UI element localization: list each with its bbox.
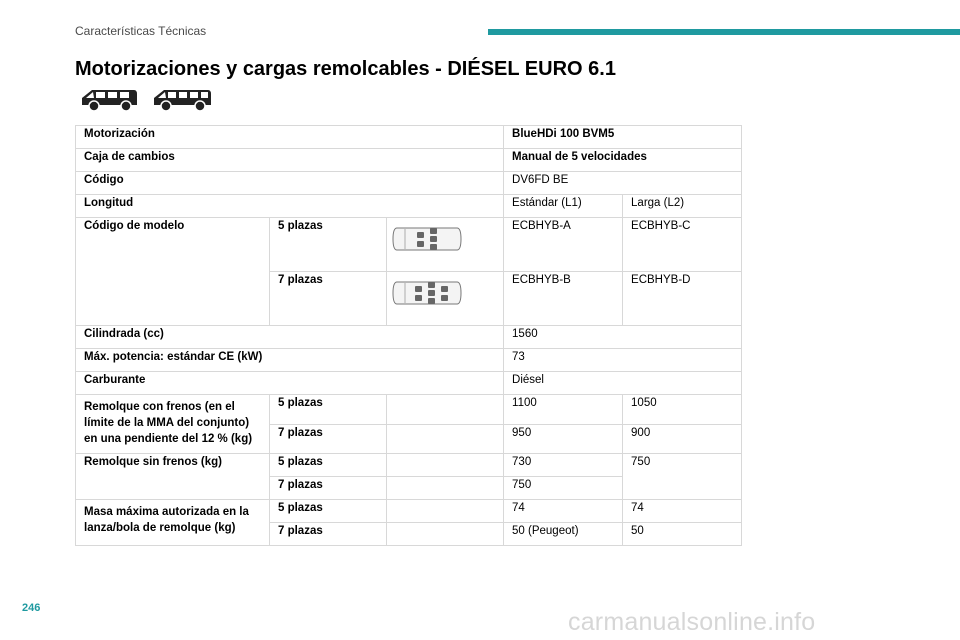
table-row bbox=[76, 195, 742, 218]
modelo-7-l1: ECBHYB-B bbox=[504, 272, 623, 326]
remolque-frenos-7-l1: 950 bbox=[504, 424, 623, 454]
potencia-label: Máx. potencia: estándar CE (kW) bbox=[76, 349, 504, 372]
van-l1-icon bbox=[80, 86, 138, 112]
remolque-frenos-5-l1: 1100 bbox=[504, 395, 623, 425]
caja-value: Manual de 5 velocidades bbox=[504, 149, 742, 172]
motorizacion-label: Motorización bbox=[76, 126, 504, 149]
longitud-l1: Estándar (L1) bbox=[504, 195, 623, 218]
remolque-sin-5-label: 5 plazas bbox=[270, 454, 387, 477]
header-accent-bar bbox=[488, 29, 960, 35]
codigo-label: Código bbox=[76, 172, 504, 195]
caja-label: Caja de cambios bbox=[76, 149, 504, 172]
remolque-frenos-label: Remolque con frenos (en el límite de la MMA del conjunto) en una pendiente del 12 % (kg) bbox=[76, 395, 270, 454]
van-icons bbox=[80, 86, 212, 112]
seat-layout-7-icon bbox=[391, 301, 463, 313]
table-row bbox=[76, 500, 742, 523]
remolque-sin-7-label: 7 plazas bbox=[270, 477, 387, 500]
longitud-label: Longitud bbox=[76, 195, 504, 218]
table-row bbox=[76, 349, 742, 372]
carburante-value: Diésel bbox=[504, 372, 742, 395]
table-row bbox=[76, 454, 742, 477]
carburante-label: Carburante bbox=[76, 372, 504, 395]
seat-layout-5-cell bbox=[387, 218, 504, 272]
masa-7-label: 7 plazas bbox=[270, 523, 387, 546]
van-l2-icon bbox=[152, 86, 212, 112]
modelo-5-l1: ECBHYB-A bbox=[504, 218, 623, 272]
page-number: 246 bbox=[22, 602, 41, 614]
masa-5-label: 5 plazas bbox=[270, 500, 387, 523]
remolque-frenos-5-l2: 1050 bbox=[623, 395, 742, 425]
cilindrada-value: 1560 bbox=[504, 326, 742, 349]
longitud-l2: Larga (L2) bbox=[623, 195, 742, 218]
table-row bbox=[76, 149, 742, 172]
table-row bbox=[76, 172, 742, 195]
modelo-7-label: 7 plazas bbox=[270, 272, 387, 326]
remolque-sin-7-l1: 750 bbox=[504, 477, 623, 500]
remolque-frenos-7-l2: 900 bbox=[623, 424, 742, 454]
masa-7-l2: 50 bbox=[623, 523, 742, 546]
remolque-sin-5-l1: 730 bbox=[504, 454, 623, 477]
seat-layout-5-icon bbox=[391, 247, 463, 259]
masa-5-l1: 74 bbox=[504, 500, 623, 523]
running-head: Características Técnicas bbox=[75, 24, 207, 38]
remolque-frenos-7-label: 7 plazas bbox=[270, 424, 387, 454]
table-row bbox=[76, 126, 742, 149]
masa-label: Masa máxima autorizada en la lanza/bola de remolque (kg) bbox=[76, 500, 270, 546]
modelo-5-label: 5 plazas bbox=[270, 218, 387, 272]
remolque-sin-label: Remolque sin frenos (kg) bbox=[76, 454, 270, 500]
seat-layout-7-cell bbox=[387, 272, 504, 326]
page-title: Motorizaciones y cargas remolcables - DIÉSEL EURO 6.1 bbox=[75, 58, 616, 80]
modelo-5-l2: ECBHYB-C bbox=[623, 218, 742, 272]
motorizacion-value: BlueHDi 100 BVM5 bbox=[504, 126, 742, 149]
watermark: carmanualsonline.info bbox=[568, 608, 816, 636]
modelo-7-l2: ECBHYB-D bbox=[623, 272, 742, 326]
masa-7-l1: 50 (Peugeot) bbox=[504, 523, 623, 546]
remolque-frenos-5-label: 5 plazas bbox=[270, 395, 387, 425]
table-row bbox=[76, 395, 742, 425]
masa-5-l2: 74 bbox=[623, 500, 742, 523]
modelo-label: Código de modelo bbox=[76, 218, 270, 326]
remolque-sin-l2: 750 bbox=[623, 454, 742, 500]
table-row bbox=[76, 326, 742, 349]
potencia-value: 73 bbox=[504, 349, 742, 372]
codigo-value: DV6FD BE bbox=[504, 172, 742, 195]
table-row bbox=[76, 372, 742, 395]
spec-table bbox=[75, 125, 742, 546]
cilindrada-label: Cilindrada (cc) bbox=[76, 326, 504, 349]
table-row bbox=[76, 218, 742, 272]
